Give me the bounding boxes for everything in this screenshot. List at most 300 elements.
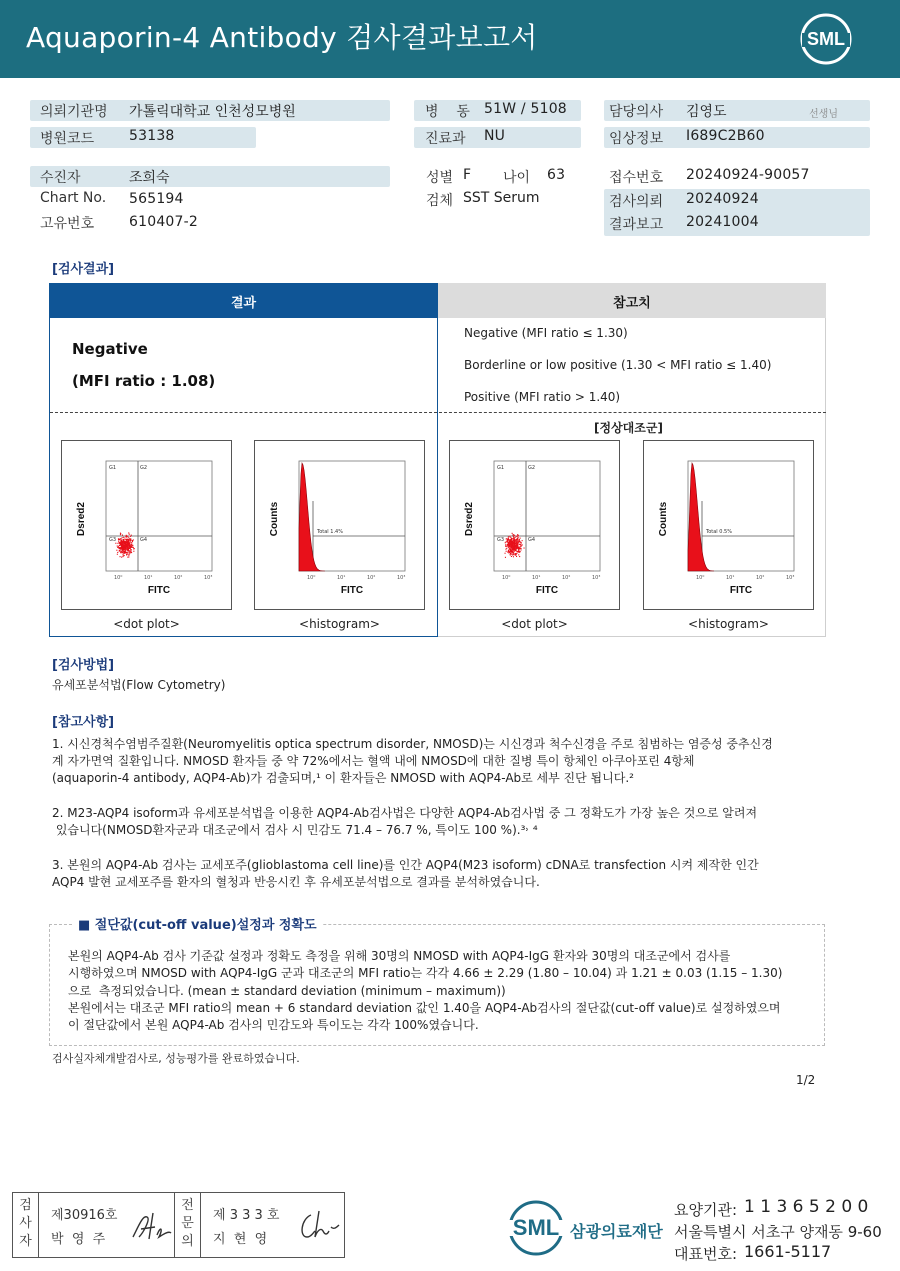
- cutoff-title: ■ 절단값(cut-off value)설정과 정확도: [72, 914, 323, 933]
- doctor-suffix: 선생님: [809, 109, 838, 120]
- scatter-point: [511, 539, 512, 540]
- scatter-point: [121, 540, 122, 541]
- specialist-label: 전 문 의: [181, 1198, 194, 1249]
- note-line: 계 자가면역 질환입니다. NMOSD 환자들 중 약 72%에서는 혈액 내에 NMOSD에 대한 질병 특이 항체인 아쿠아포린 4항체: [52, 754, 695, 768]
- gate-label: G1: [109, 465, 117, 471]
- report-header: [0, 0, 900, 78]
- scatter-point: [124, 545, 125, 546]
- dot-plot-svg: [62, 441, 233, 611]
- scatter-point: [516, 543, 517, 544]
- scatter-point: [516, 553, 517, 554]
- scatter-point: [129, 548, 130, 549]
- result-mfi-ratio: (MFI ratio : 1.08): [72, 372, 216, 390]
- scatter-point: [129, 544, 130, 545]
- gate-label: G3: [109, 537, 117, 543]
- scatter-point: [516, 545, 517, 546]
- scatter-point: [117, 547, 118, 548]
- patient-label: 수진자: [40, 170, 81, 186]
- department-label: 진료과: [425, 131, 466, 147]
- scatter-point: [117, 546, 118, 547]
- scatter-point: [512, 533, 513, 534]
- x-tick-label: 10²: [562, 575, 571, 581]
- scatter-point: [508, 543, 509, 544]
- scatter-point: [505, 557, 506, 558]
- scatter-point: [513, 535, 514, 536]
- cutoff-line: 본원의 AQP4-Ab 검사 기준값 설정과 정확도 측정을 위해 30명의 NMOSD with AQP4-IgG 환자와 30명의 대조군에서 검사를: [68, 949, 731, 963]
- scatter-point: [511, 542, 512, 543]
- x-tick-label: 10³: [397, 575, 406, 581]
- scatter-point: [118, 546, 119, 547]
- x-tick-label: 10¹: [144, 575, 153, 581]
- scatter-point: [510, 545, 511, 546]
- note-line: 1. 시신경척수염범주질환(Neuromyelitis optica spectrum disorder, NMOSD)는 시신경과 척수신경을 주로 침범하는 염증성 중추신경: [52, 737, 773, 751]
- scatter-point: [514, 540, 515, 541]
- sml-logo-icon: [800, 13, 852, 65]
- scatter-point: [515, 537, 516, 538]
- scatter-point: [511, 547, 512, 548]
- scatter-point: [511, 554, 512, 555]
- scatter-point: [121, 542, 122, 543]
- examiner-name: 박 영 주: [51, 1232, 106, 1247]
- scatter-point: [512, 541, 513, 542]
- scatter-point: [123, 537, 124, 538]
- scatter-point: [518, 554, 519, 555]
- scatter-point: [507, 539, 508, 540]
- scatter-point: [515, 546, 516, 547]
- scatter-point: [129, 534, 130, 535]
- report-date-value: 20241004: [686, 214, 759, 230]
- x-axis-label: FITC: [535, 585, 559, 596]
- scatter-point: [120, 552, 121, 553]
- institution-value: 가톨릭대학교 인천성모병원: [129, 104, 296, 120]
- scatter-point: [126, 545, 127, 546]
- result-divider: [50, 412, 826, 413]
- specialist-label-cell: [175, 1193, 201, 1257]
- scatter-point: [517, 551, 518, 552]
- reference-negative: Negative (MFI ratio ≤ 1.30): [464, 326, 628, 340]
- scatter-point: [134, 548, 135, 549]
- scatter-point: [520, 542, 521, 543]
- x-tick-label: 10²: [367, 575, 376, 581]
- scatter-point: [131, 542, 132, 543]
- scatter-point: [515, 543, 516, 544]
- results-section-title: [검사결과]: [52, 262, 115, 277]
- sex-label: 성별: [426, 170, 454, 186]
- scatter-point: [117, 554, 118, 555]
- scatter-point: [514, 535, 515, 536]
- scatter-point: [119, 545, 120, 546]
- gate-label: G3: [497, 537, 505, 543]
- x-tick-label: 10⁰: [307, 575, 316, 581]
- control-group-label: [정상대조군]: [594, 421, 663, 435]
- scatter-point: [524, 548, 525, 549]
- histogram-note: Total 0.5%: [706, 529, 732, 535]
- request-date-value: 20240924: [686, 191, 759, 207]
- scatter-point: [128, 532, 129, 533]
- institution-no-value: 1 1 3 6 5 2 0 0: [744, 1197, 869, 1217]
- specialist-signature: [295, 1207, 341, 1245]
- doctor-value: 김영도: [686, 104, 727, 120]
- scatter-point: [511, 556, 512, 557]
- scatter-point: [120, 542, 121, 543]
- examiner-license: 제30916호: [51, 1208, 118, 1223]
- scatter-point: [519, 541, 520, 542]
- scatter-point: [126, 535, 127, 536]
- page-number: 1/2: [796, 1073, 816, 1087]
- scatter-point: [127, 552, 128, 553]
- scatter-point: [513, 547, 514, 548]
- cutoff-line: 본원에서는 대조군 MFI ratio의 mean + 6 standard deviation 값인 1.40을 AQP4-Ab검사의 절단값(cut-off value)로 설정하였으며: [68, 1001, 781, 1015]
- scatter-point: [516, 550, 517, 551]
- scatter-point: [512, 552, 513, 553]
- scatter-point: [518, 542, 519, 543]
- examiner-label-cell: [13, 1193, 39, 1257]
- specimen-value: SST Serum: [463, 190, 540, 206]
- scatter-point: [132, 540, 133, 541]
- scatter-point: [131, 540, 132, 541]
- specialist-name: 지 현 영: [213, 1232, 268, 1247]
- result-column-header: [49, 283, 438, 318]
- histogram-svg: [644, 441, 815, 611]
- y-axis-label: Dsred2: [76, 502, 87, 536]
- scatter-point: [119, 550, 120, 551]
- control-dot-plot: [449, 440, 620, 610]
- scatter-point: [520, 538, 521, 539]
- scatter-point: [128, 555, 129, 556]
- reference-column-label: 참고치: [613, 296, 651, 311]
- scatter-point: [123, 543, 124, 544]
- scatter-point: [125, 536, 126, 537]
- gate-label: G4: [140, 537, 148, 543]
- scatter-point: [521, 549, 522, 550]
- scatter-point: [120, 533, 121, 534]
- scatter-point: [509, 552, 510, 553]
- scatter-point: [505, 546, 506, 547]
- scatter-point: [120, 549, 121, 550]
- dot-plot-svg: [450, 441, 621, 611]
- scatter-point: [121, 547, 122, 548]
- scatter-point: [127, 536, 128, 537]
- scatter-point: [522, 544, 523, 545]
- scatter-point: [506, 551, 507, 552]
- scatter-point: [128, 542, 129, 543]
- scatter-point: [126, 554, 127, 555]
- note-line: 있습니다(NMOSD환자군과 대조군에서 검사 시 민감도 71.4 – 76.7 %, 특이도 100 %).³˒ ⁴: [52, 823, 538, 837]
- scatter-point: [120, 534, 121, 535]
- scatter-point: [507, 546, 508, 547]
- scatter-point: [128, 556, 129, 557]
- plot-caption: <histogram>: [299, 617, 380, 631]
- info-bar-patient: [30, 166, 390, 187]
- scatter-point: [507, 541, 508, 542]
- method-section-title: [검사방법]: [52, 658, 115, 673]
- scatter-point: [128, 539, 129, 540]
- scatter-point: [516, 549, 517, 550]
- scatter-point: [514, 542, 515, 543]
- result-value: Negative: [72, 340, 148, 358]
- scatter-point: [123, 555, 124, 556]
- scatter-point: [130, 551, 131, 552]
- scatter-point: [130, 546, 131, 547]
- gate-label: G2: [528, 465, 536, 471]
- scatter-point: [122, 551, 123, 552]
- hospital-code-label: 병원코드: [40, 131, 95, 147]
- result-column-label: 결과: [230, 296, 257, 311]
- scatter-point: [514, 551, 515, 552]
- scatter-point: [514, 548, 515, 549]
- scatter-point: [521, 548, 522, 549]
- department-value: NU: [484, 128, 506, 144]
- scatter-point: [124, 543, 125, 544]
- scatter-point: [511, 538, 512, 539]
- sex-value: F: [463, 167, 472, 183]
- scatter-point: [128, 537, 129, 538]
- plot-caption: <dot plot>: [113, 617, 180, 631]
- plot-frame: [299, 461, 405, 571]
- scatter-point: [520, 551, 521, 552]
- gate-label: G4: [528, 537, 536, 543]
- reference-column-header: [438, 283, 826, 318]
- signature-stamp: [12, 1192, 345, 1258]
- scatter-point: [133, 539, 134, 540]
- sml-logo-text: SML: [807, 29, 845, 49]
- y-axis-label: Dsred2: [464, 502, 475, 536]
- x-tick-label: 10²: [756, 575, 765, 581]
- sml-footer-logo-text: SML: [512, 1215, 560, 1240]
- scatter-point: [120, 543, 121, 544]
- scatter-point: [120, 556, 121, 557]
- scatter-point: [127, 553, 128, 554]
- scatter-point: [123, 546, 124, 547]
- scatter-point: [518, 540, 519, 541]
- institution-no-label: 요양기관:: [674, 1201, 738, 1219]
- examiner-cell: [39, 1193, 175, 1257]
- scatter-point: [513, 546, 514, 547]
- scatter-point: [516, 541, 517, 542]
- control-histogram: [643, 440, 814, 610]
- scatter-point: [513, 553, 514, 554]
- hospital-code-value: 53138: [129, 128, 175, 144]
- scatter-point: [505, 544, 506, 545]
- scatter-point: [509, 540, 510, 541]
- scatter-point: [509, 543, 510, 544]
- chart-no-label: Chart No.: [40, 190, 107, 206]
- receipt-no-value: 20240924-90057: [686, 167, 810, 183]
- scatter-point: [508, 544, 509, 545]
- scatter-point: [510, 540, 511, 541]
- scatter-point: [117, 543, 118, 544]
- scatter-point: [133, 551, 134, 552]
- scatter-point: [513, 541, 514, 542]
- plot-frame: [688, 461, 794, 571]
- scatter-point: [518, 548, 519, 549]
- scatter-point: [516, 547, 517, 548]
- examiner-signature: [129, 1207, 173, 1245]
- histogram-svg: [255, 441, 426, 611]
- scatter-point: [516, 556, 517, 557]
- age-value: 63: [547, 167, 566, 183]
- x-tick-label: 10¹: [532, 575, 541, 581]
- y-axis-label: Counts: [269, 501, 280, 537]
- scatter-point: [507, 544, 508, 545]
- scatter-point: [517, 538, 518, 539]
- scatter-point: [506, 541, 507, 542]
- scatter-point: [115, 543, 116, 544]
- histogram-area: [688, 463, 714, 571]
- scatter-point: [515, 555, 516, 556]
- scatter-point: [125, 548, 126, 549]
- scatter-point: [123, 549, 124, 550]
- scatter-point: [131, 544, 132, 545]
- scatter-point: [508, 541, 509, 542]
- scatter-point: [508, 550, 509, 551]
- chart-no-value: 565194: [129, 191, 184, 207]
- patient-dot-plot: [61, 440, 232, 610]
- x-tick-label: 10⁰: [696, 575, 705, 581]
- scatter-point: [519, 547, 520, 548]
- scatter-point: [513, 550, 514, 551]
- unique-no-label: 고유번호: [40, 216, 95, 232]
- unique-no-value: 610407-2: [129, 214, 199, 230]
- scatter-point: [510, 537, 511, 538]
- scatter-point: [133, 547, 134, 548]
- scatter-point: [518, 536, 519, 537]
- scatter-point: [118, 540, 119, 541]
- scatter-point: [126, 539, 127, 540]
- scatter-point: [124, 538, 125, 539]
- x-tick-label: 10²: [174, 575, 183, 581]
- histogram-note: Total 1.4%: [317, 529, 343, 535]
- scatter-point: [121, 557, 122, 558]
- scatter-point: [120, 538, 121, 539]
- note-line: 2. M23-AQP4 isoform과 유세포분석법을 이용한 AQP4-Ab검사법은 다양한 AQP4-Ab검사법 중 그 정확도가 가장 높은 것으로 알려져: [52, 806, 758, 820]
- address: 서울특별시 서초구 양재동 9-60: [674, 1223, 882, 1241]
- ward-label: 병 동: [425, 104, 470, 120]
- scatter-point: [120, 540, 121, 541]
- scatter-point: [510, 554, 511, 555]
- scatter-point: [122, 537, 123, 538]
- patient-value: 조희숙: [129, 170, 170, 186]
- footnote: 검사실자체개발검사로, 성능평가를 완료하였습니다.: [52, 1052, 300, 1065]
- specimen-label: 검체: [426, 193, 454, 209]
- scatter-point: [129, 553, 130, 554]
- scatter-point: [508, 537, 509, 538]
- scatter-point: [508, 538, 509, 539]
- note-line: 3. 본원의 AQP4-Ab 검사는 교세포주(glioblastoma cell line)를 인간 AQP4(M23 isoform) cDNA로 transfection 시켜 제작한 인간: [52, 858, 759, 872]
- note-line: (aquaporin-4 antibody, AQP4-Ab)가 검출되며,¹ 이 환자들은 NMOSD with AQP4-Ab로 세부 진단 됩니다.²: [52, 771, 634, 785]
- cutoff-line: 으로 측정되었습니다. (mean ± standard deviation (minimum – maximum)): [68, 984, 506, 998]
- scatter-point: [518, 546, 519, 547]
- scatter-point: [128, 540, 129, 541]
- scatter-point: [128, 541, 129, 542]
- x-tick-label: 10³: [786, 575, 795, 581]
- plot-caption: <histogram>: [688, 617, 769, 631]
- cutoff-line: 이 절단값에서 본원 AQP4-Ab 검사의 민감도와 특이도는 각각 100%였습니다.: [68, 1018, 479, 1032]
- scatter-point: [517, 539, 518, 540]
- scatter-point: [516, 536, 517, 537]
- y-axis-label: Counts: [658, 501, 669, 537]
- scatter-point: [120, 545, 121, 546]
- scatter-point: [513, 549, 514, 550]
- scatter-point: [125, 552, 126, 553]
- scatter-point: [511, 550, 512, 551]
- scatter-point: [515, 553, 516, 554]
- scatter-point: [513, 539, 514, 540]
- scatter-point: [120, 547, 121, 548]
- scatter-point: [131, 552, 132, 553]
- scatter-point: [127, 549, 128, 550]
- scatter-point: [123, 556, 124, 557]
- plot-caption: <dot plot>: [501, 617, 568, 631]
- patient-histogram: [254, 440, 425, 610]
- report-title: Aquaporin-4 Antibody 검사결과보고서: [26, 21, 538, 54]
- ward-value: 51W / 5108: [484, 101, 567, 117]
- scatter-point: [517, 534, 518, 535]
- reference-borderline: Borderline or low positive (1.30 < MFI ratio ≤ 1.40): [464, 358, 772, 372]
- scatter-point: [119, 542, 120, 543]
- scatter-point: [512, 554, 513, 555]
- x-tick-label: 10³: [204, 575, 213, 581]
- scatter-point: [116, 550, 117, 551]
- clinical-value: I689C2B60: [686, 128, 765, 144]
- reference-positive: Positive (MFI ratio > 1.40): [464, 390, 621, 404]
- notes-section-title: [참고사항]: [52, 715, 115, 730]
- gate-label: G1: [497, 465, 505, 471]
- scatter-point: [505, 549, 506, 550]
- scatter-point: [130, 536, 131, 537]
- age-label: 나이: [503, 170, 531, 186]
- phone-value: 1661-5117: [744, 1242, 832, 1261]
- doctor-label: 담당의사: [609, 104, 664, 120]
- histogram-area: [299, 463, 325, 571]
- method-text: 유세포분석법(Flow Cytometry): [52, 678, 226, 692]
- scatter-point: [123, 553, 124, 554]
- scatter-point: [125, 550, 126, 551]
- x-tick-label: 10⁰: [114, 575, 123, 581]
- scatter-point: [510, 553, 511, 554]
- x-axis-label: FITC: [729, 585, 753, 596]
- scatter-point: [516, 548, 517, 549]
- clinical-label: 임상정보: [609, 131, 664, 147]
- note-line: AQP4 발현 교세포주를 환자의 혈청과 반응시킨 후 유세포분석법으로 결과를 분석하였습니다.: [52, 875, 540, 889]
- scatter-point: [121, 543, 122, 544]
- gate-label: G2: [140, 465, 148, 471]
- request-date-label: 검사의뢰: [609, 194, 664, 210]
- scatter-point: [127, 547, 128, 548]
- foundation-name: 삼광의료재단: [570, 1222, 663, 1241]
- scatter-point: [129, 551, 130, 552]
- receipt-no-label: 접수번호: [609, 170, 664, 186]
- scatter-point: [520, 545, 521, 546]
- scatter-point: [509, 549, 510, 550]
- scatter-point: [118, 538, 119, 539]
- sml-footer-logo-icon: [506, 1198, 566, 1258]
- examiner-label: 검 사 자: [19, 1198, 32, 1249]
- scatter-point: [123, 541, 124, 542]
- scatter-point: [513, 544, 514, 545]
- specialist-cell: [201, 1193, 345, 1257]
- scatter-point: [117, 552, 118, 553]
- scatter-point: [520, 544, 521, 545]
- cutoff-line: 시행하였으며 NMOSD with AQP4-IgG 군과 대조군의 MFI ratio는 각각 4.66 ± 2.29 (1.80 – 10.04) 과 1.21 ± 0.03 (1.15 – 1.30): [68, 966, 783, 980]
- x-tick-label: 10³: [592, 575, 601, 581]
- scatter-point: [124, 546, 125, 547]
- scatter-point: [519, 556, 520, 557]
- scatter-point: [126, 541, 127, 542]
- scatter-point: [127, 557, 128, 558]
- x-tick-label: 10¹: [726, 575, 735, 581]
- scatter-point: [505, 553, 506, 554]
